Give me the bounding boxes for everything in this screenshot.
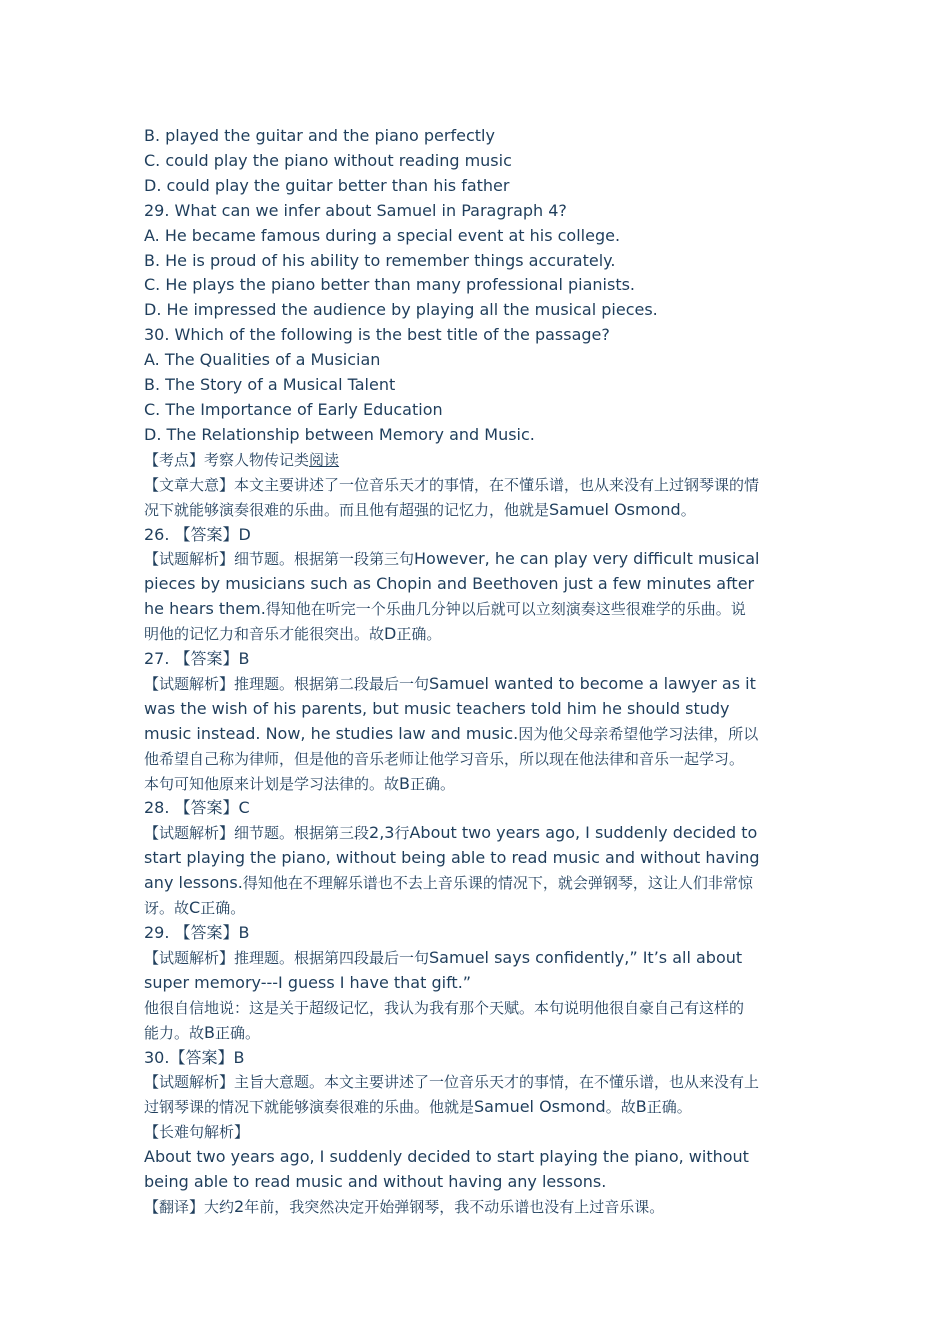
- analysis-27-line-1: 【试题解析】推理题。根据第二段最后一句Samuel wanted to become a lawyer as it: [144, 673, 756, 693]
- analysis-26-line-1: 【试题解析】细节题。根据第一段第三句However, he can play very difficult musical: [144, 549, 760, 569]
- reading-link[interactable]: 阅读: [309, 450, 340, 469]
- analysis-26-line-3: he hears them.得知他在听完一个乐曲几分钟以后就可以立刻演奏这些很难学的乐曲。说: [144, 599, 746, 619]
- question-30: 30. Which of the following is the best title of the passage?: [144, 325, 610, 345]
- analysis-26-line-4: 明他的记忆力和音乐才能很突出。故D正确。: [144, 624, 442, 644]
- summary-line-1: 【文章大意】本文主要讲述了一位音乐天才的事情，在不懂乐谱，也从来没有上过钢琴课的情: [144, 475, 760, 494]
- analysis-26-line-2: pieces by musicians such as Chopin and Beethoven just a few minutes after: [144, 574, 755, 594]
- analysis-28-line-2: start playing the piano, without being able to read music and without having: [144, 848, 760, 868]
- option-29a: A. He became famous during a special event at his college.: [144, 225, 621, 245]
- long-sentence-line-1: About two years ago, I suddenly decided to start playing the piano, without: [144, 1147, 749, 1167]
- option-28b: B. played the guitar and the piano perfectly: [144, 126, 495, 145]
- analysis-27-line-4: 他希望自己称为律师，但是他的音乐老师让他学习音乐，所以现在他法律和音乐一起学习。: [144, 749, 745, 768]
- option-29c: C. He plays the piano better than many professional pianists.: [144, 275, 636, 295]
- analysis-28-line-1: 【试题解析】细节题。根据第三段2,3行About two years ago, I suddenly decided to: [144, 823, 758, 843]
- analysis-29-line-3: 他很自信地说：这是关于超级记忆，我认为我有那个天赋。本句说明他很自豪自己有这样的: [144, 998, 745, 1017]
- document-body: [144, 124, 812, 1220]
- analysis-27-line-5: 本句可知他原来计划是学习法律的。故B正确。: [144, 773, 456, 793]
- analysis-27-line-3: music instead. Now, he studies law and music.因为他父母亲希望他学习法律，所以: [144, 723, 759, 743]
- option-29d: D. He impressed the audience by playing all the musical pieces.: [144, 300, 658, 320]
- translation-line: 【翻译】大约2年前，我突然决定开始弹钢琴，我不动乐谱也没有上过音乐课。: [144, 1196, 665, 1216]
- option-30b: B. The Story of a Musical Talent: [144, 375, 396, 395]
- analysis-30-line-1: 【试题解析】主旨大意题。本文主要讲述了一位音乐天才的事情，在不懂乐谱，也从来没有上: [144, 1073, 760, 1092]
- option-30c: C. The Importance of Early Education: [144, 399, 443, 419]
- kaodian-line: 【考点】考察人物传记类阅读: [144, 450, 340, 469]
- summary-line-2: 况下就能够演奏很难的乐曲。而且他有超强的记忆力，他就是Samuel Osmond。: [144, 499, 696, 519]
- analysis-27-line-2: was the wish of his parents, but music teachers told him he should study: [144, 698, 730, 718]
- option-28d: D. could play the guitar better than his father: [144, 175, 510, 195]
- option-30d: D. The Relationship between Memory and Music.: [144, 424, 535, 444]
- answer-28: 28. 【答案】C: [144, 798, 250, 818]
- option-28c: C. could play the piano without reading music: [144, 150, 512, 170]
- answer-26: 26. 【答案】D: [144, 524, 251, 544]
- question-29: 29. What can we infer about Samuel in Paragraph 4?: [144, 200, 567, 220]
- analysis-29-line-1: 【试题解析】推理题。根据第四段最后一句Samuel says confidently,” It’s all about: [144, 947, 743, 967]
- long-sentence-line-2: being able to read music and without having any lessons.: [144, 1172, 607, 1192]
- option-30a: A. The Qualities of a Musician: [144, 350, 381, 370]
- analysis-29-line-2: super memory---I guess I have that gift.”: [144, 972, 472, 992]
- answer-29: 29. 【答案】B: [144, 923, 250, 942]
- analysis-29-line-4: 能力。故B正确。: [144, 1022, 261, 1042]
- option-29b: B. He is proud of his ability to remember things accurately.: [144, 250, 616, 270]
- analysis-28-line-4: 讶。故C正确。: [144, 898, 246, 918]
- answer-30: 30.【答案】B: [144, 1047, 245, 1067]
- answer-27: 27. 【答案】B: [144, 649, 250, 669]
- analysis-30-line-2: 过钢琴课的情况下就能够演奏很难的乐曲。他就是Samuel Osmond。故B正确。: [144, 1097, 692, 1117]
- analysis-28-line-3: any lessons.得知他在不理解乐谱也不去上音乐课的情况下，就会弹钢琴，这让人们非常惊: [144, 873, 753, 893]
- long-sentence-heading: 【长难句解析】: [144, 1123, 250, 1142]
